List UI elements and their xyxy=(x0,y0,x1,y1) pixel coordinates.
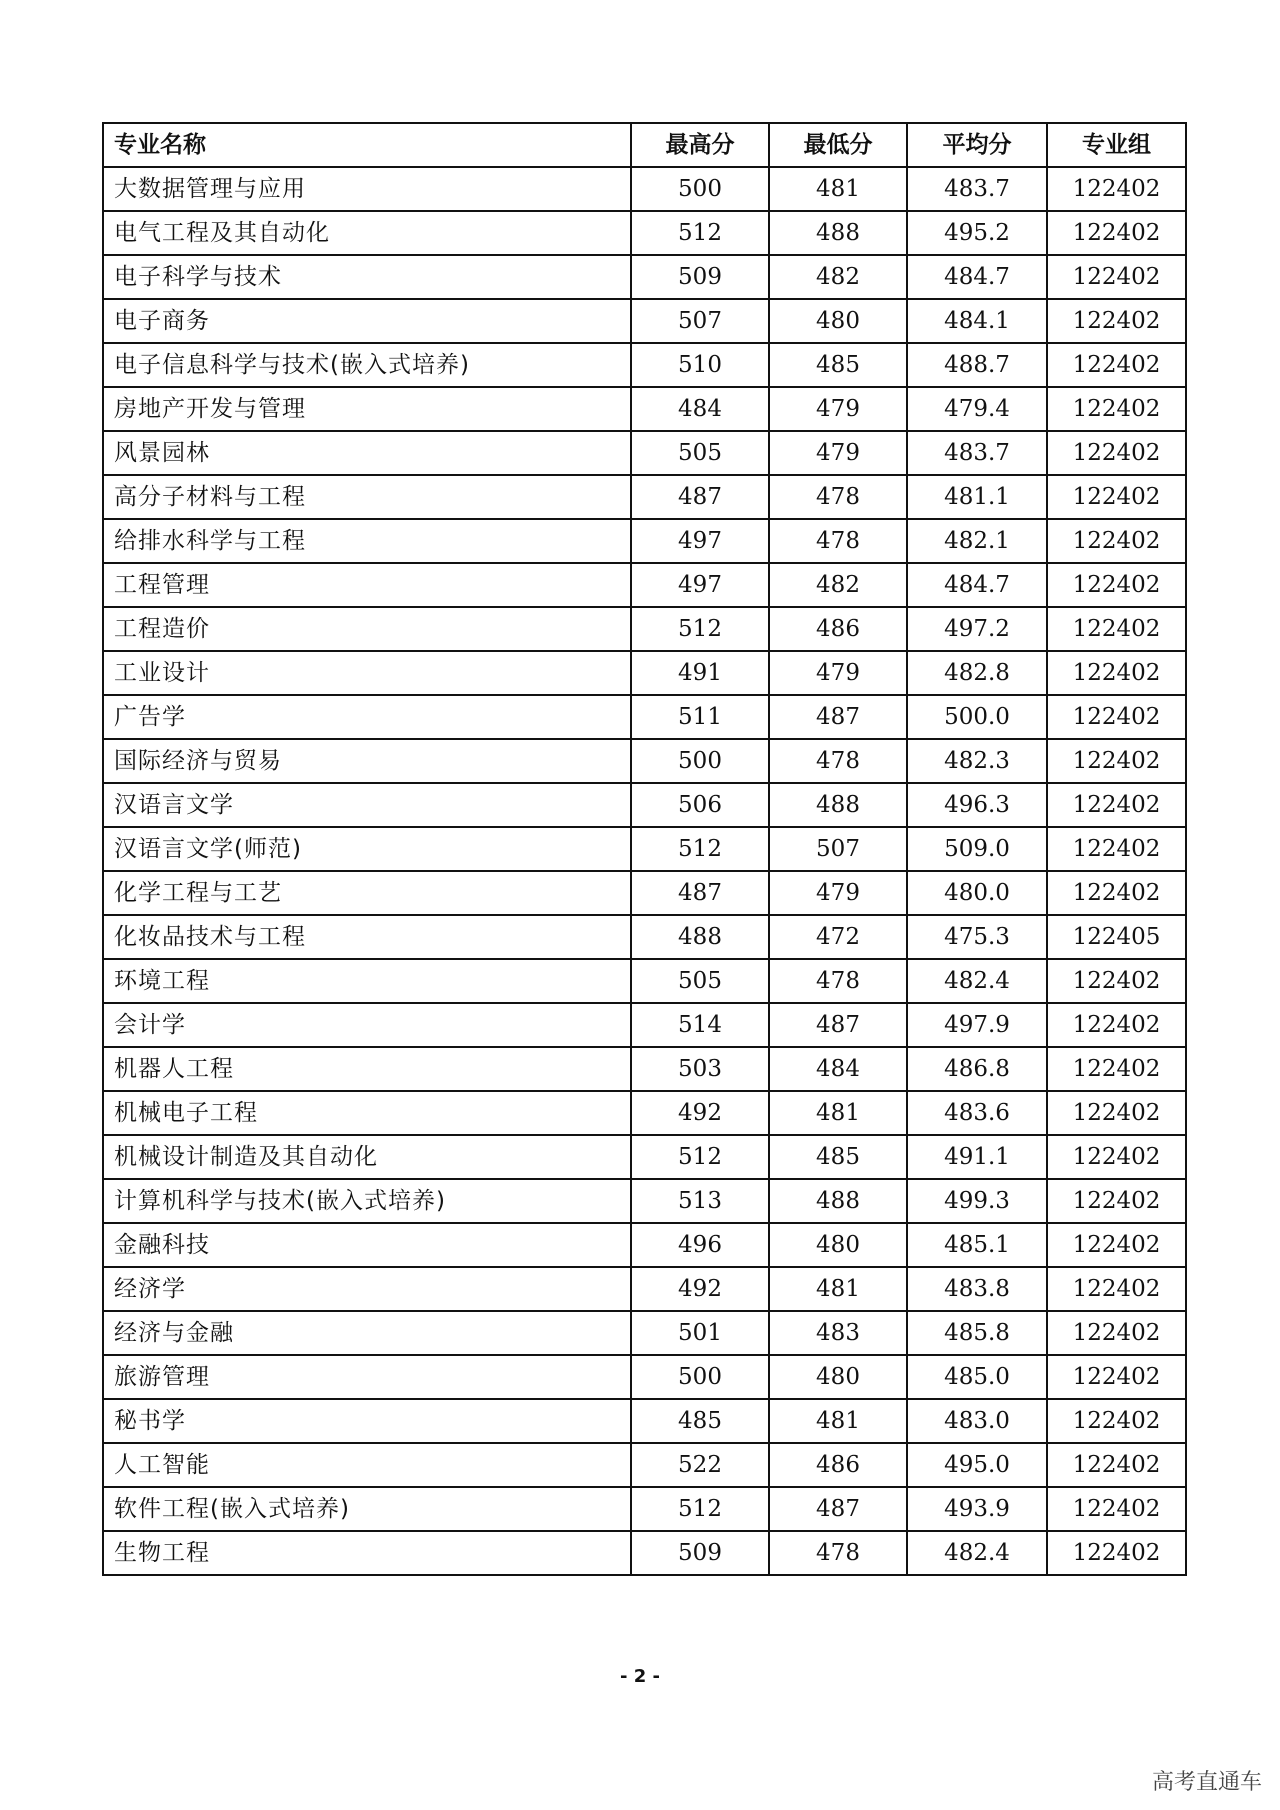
table-row xyxy=(103,827,1186,871)
header-major-name: 专业名称 xyxy=(103,123,631,167)
table-row xyxy=(103,1399,1186,1443)
cell-avg-score: 482.3 xyxy=(907,739,1047,783)
cell-max-score: 488 xyxy=(631,915,769,959)
cell-min-score: 487 xyxy=(769,695,907,739)
cell-min-score: 488 xyxy=(769,211,907,255)
cell-avg-score: 482.1 xyxy=(907,519,1047,563)
cell-major-group: 122402 xyxy=(1047,1179,1186,1223)
cell-avg-score: 497.9 xyxy=(907,1003,1047,1047)
cell-major-name: 旅游管理 xyxy=(103,1355,631,1399)
watermark-text: 高考直通车 xyxy=(1151,1770,1262,1795)
cell-major-group: 122402 xyxy=(1047,299,1186,343)
table-row xyxy=(103,211,1186,255)
cell-max-score: 509 xyxy=(631,1531,769,1575)
table-row xyxy=(103,1047,1186,1091)
table-row xyxy=(103,343,1186,387)
cell-major-group: 122402 xyxy=(1047,695,1186,739)
cell-major-group: 122402 xyxy=(1047,255,1186,299)
cell-max-score: 485 xyxy=(631,1399,769,1443)
cell-avg-score: 475.3 xyxy=(907,915,1047,959)
cell-avg-score: 495.0 xyxy=(907,1443,1047,1487)
cell-min-score: 486 xyxy=(769,1443,907,1487)
cell-avg-score: 483.7 xyxy=(907,167,1047,211)
table-row xyxy=(103,783,1186,827)
cell-min-score: 487 xyxy=(769,1003,907,1047)
score-table xyxy=(102,122,1187,1576)
cell-max-score: 491 xyxy=(631,651,769,695)
table-row xyxy=(103,255,1186,299)
table-row xyxy=(103,1179,1186,1223)
cell-major-name: 给排水科学与工程 xyxy=(103,519,631,563)
cell-major-group: 122402 xyxy=(1047,651,1186,695)
cell-min-score: 478 xyxy=(769,475,907,519)
cell-major-group: 122405 xyxy=(1047,915,1186,959)
cell-major-name: 汉语言文学(师范) xyxy=(103,827,631,871)
cell-min-score: 488 xyxy=(769,1179,907,1223)
cell-major-name: 房地产开发与管理 xyxy=(103,387,631,431)
cell-major-group: 122402 xyxy=(1047,211,1186,255)
cell-major-name: 会计学 xyxy=(103,1003,631,1047)
table-header-row xyxy=(103,123,1186,167)
cell-max-score: 522 xyxy=(631,1443,769,1487)
header-major-group: 专业组 xyxy=(1047,123,1186,167)
cell-major-name: 生物工程 xyxy=(103,1531,631,1575)
cell-min-score: 487 xyxy=(769,1487,907,1531)
cell-major-name: 化妆品技术与工程 xyxy=(103,915,631,959)
cell-min-score: 478 xyxy=(769,1531,907,1575)
cell-min-score: 485 xyxy=(769,1135,907,1179)
cell-min-score: 480 xyxy=(769,1223,907,1267)
cell-major-name: 电气工程及其自动化 xyxy=(103,211,631,255)
cell-avg-score: 499.3 xyxy=(907,1179,1047,1223)
cell-major-name: 环境工程 xyxy=(103,959,631,1003)
table-row xyxy=(103,519,1186,563)
cell-avg-score: 496.3 xyxy=(907,783,1047,827)
cell-major-group: 122402 xyxy=(1047,563,1186,607)
cell-avg-score: 485.1 xyxy=(907,1223,1047,1267)
cell-major-group: 122402 xyxy=(1047,827,1186,871)
cell-major-group: 122402 xyxy=(1047,1399,1186,1443)
cell-major-name: 工业设计 xyxy=(103,651,631,695)
cell-min-score: 479 xyxy=(769,871,907,915)
cell-avg-score: 509.0 xyxy=(907,827,1047,871)
table-row xyxy=(103,607,1186,651)
table-row xyxy=(103,1487,1186,1531)
cell-avg-score: 479.4 xyxy=(907,387,1047,431)
cell-max-score: 496 xyxy=(631,1223,769,1267)
cell-avg-score: 497.2 xyxy=(907,607,1047,651)
cell-avg-score: 488.7 xyxy=(907,343,1047,387)
cell-min-score: 484 xyxy=(769,1047,907,1091)
cell-min-score: 478 xyxy=(769,739,907,783)
cell-avg-score: 483.0 xyxy=(907,1399,1047,1443)
cell-max-score: 510 xyxy=(631,343,769,387)
cell-major-group: 122402 xyxy=(1047,1003,1186,1047)
cell-major-group: 122402 xyxy=(1047,1531,1186,1575)
cell-major-name: 计算机科学与技术(嵌入式培养) xyxy=(103,1179,631,1223)
cell-major-group: 122402 xyxy=(1047,431,1186,475)
cell-major-name: 广告学 xyxy=(103,695,631,739)
cell-min-score: 481 xyxy=(769,1091,907,1135)
cell-max-score: 512 xyxy=(631,1135,769,1179)
cell-max-score: 513 xyxy=(631,1179,769,1223)
table-row xyxy=(103,1531,1186,1575)
cell-avg-score: 500.0 xyxy=(907,695,1047,739)
cell-major-group: 122402 xyxy=(1047,475,1186,519)
cell-avg-score: 483.8 xyxy=(907,1267,1047,1311)
cell-major-group: 122402 xyxy=(1047,1091,1186,1135)
cell-max-score: 487 xyxy=(631,475,769,519)
table-row xyxy=(103,1355,1186,1399)
cell-max-score: 505 xyxy=(631,431,769,475)
table-row xyxy=(103,1091,1186,1135)
cell-min-score: 482 xyxy=(769,563,907,607)
cell-avg-score: 495.2 xyxy=(907,211,1047,255)
cell-min-score: 486 xyxy=(769,607,907,651)
cell-max-score: 503 xyxy=(631,1047,769,1091)
cell-max-score: 507 xyxy=(631,299,769,343)
cell-major-group: 122402 xyxy=(1047,1223,1186,1267)
table-row xyxy=(103,1003,1186,1047)
cell-major-name: 国际经济与贸易 xyxy=(103,739,631,783)
cell-major-group: 122402 xyxy=(1047,1355,1186,1399)
cell-major-group: 122402 xyxy=(1047,607,1186,651)
table-row xyxy=(103,651,1186,695)
cell-avg-score: 483.6 xyxy=(907,1091,1047,1135)
cell-major-group: 122402 xyxy=(1047,387,1186,431)
cell-max-score: 500 xyxy=(631,1355,769,1399)
cell-max-score: 484 xyxy=(631,387,769,431)
cell-min-score: 507 xyxy=(769,827,907,871)
cell-max-score: 512 xyxy=(631,1487,769,1531)
cell-major-name: 机械设计制造及其自动化 xyxy=(103,1135,631,1179)
page-number: - 2 - xyxy=(620,1666,660,1687)
cell-avg-score: 484.7 xyxy=(907,255,1047,299)
cell-major-group: 122402 xyxy=(1047,871,1186,915)
cell-major-name: 化学工程与工艺 xyxy=(103,871,631,915)
table-row xyxy=(103,299,1186,343)
cell-major-name: 高分子材料与工程 xyxy=(103,475,631,519)
table-row xyxy=(103,563,1186,607)
cell-max-score: 506 xyxy=(631,783,769,827)
table-row xyxy=(103,915,1186,959)
table-row xyxy=(103,1223,1186,1267)
cell-max-score: 501 xyxy=(631,1311,769,1355)
cell-max-score: 500 xyxy=(631,739,769,783)
cell-max-score: 512 xyxy=(631,607,769,651)
cell-max-score: 487 xyxy=(631,871,769,915)
table-row xyxy=(103,167,1186,211)
table-row xyxy=(103,1267,1186,1311)
cell-avg-score: 485.0 xyxy=(907,1355,1047,1399)
cell-major-group: 122402 xyxy=(1047,167,1186,211)
cell-major-name: 秘书学 xyxy=(103,1399,631,1443)
cell-major-group: 122402 xyxy=(1047,1311,1186,1355)
cell-min-score: 479 xyxy=(769,431,907,475)
cell-major-group: 122402 xyxy=(1047,1135,1186,1179)
cell-max-score: 505 xyxy=(631,959,769,1003)
table-row xyxy=(103,1443,1186,1487)
table-row xyxy=(103,475,1186,519)
cell-major-name: 经济学 xyxy=(103,1267,631,1311)
cell-major-group: 122402 xyxy=(1047,739,1186,783)
cell-major-name: 工程管理 xyxy=(103,563,631,607)
cell-min-score: 481 xyxy=(769,1267,907,1311)
cell-major-group: 122402 xyxy=(1047,1487,1186,1531)
cell-avg-score: 480.0 xyxy=(907,871,1047,915)
cell-major-name: 电子商务 xyxy=(103,299,631,343)
table-row xyxy=(103,739,1186,783)
cell-avg-score: 481.1 xyxy=(907,475,1047,519)
cell-avg-score: 491.1 xyxy=(907,1135,1047,1179)
cell-avg-score: 485.8 xyxy=(907,1311,1047,1355)
cell-major-name: 电子科学与技术 xyxy=(103,255,631,299)
table-body xyxy=(103,167,1186,1575)
cell-max-score: 497 xyxy=(631,563,769,607)
cell-min-score: 481 xyxy=(769,1399,907,1443)
cell-major-group: 122402 xyxy=(1047,959,1186,1003)
table-row xyxy=(103,695,1186,739)
cell-avg-score: 484.1 xyxy=(907,299,1047,343)
cell-min-score: 482 xyxy=(769,255,907,299)
table-row xyxy=(103,1311,1186,1355)
header-min-score: 最低分 xyxy=(769,123,907,167)
cell-major-name: 工程造价 xyxy=(103,607,631,651)
table-row xyxy=(103,387,1186,431)
cell-avg-score: 484.7 xyxy=(907,563,1047,607)
cell-min-score: 472 xyxy=(769,915,907,959)
cell-major-group: 122402 xyxy=(1047,783,1186,827)
cell-major-name: 大数据管理与应用 xyxy=(103,167,631,211)
cell-max-score: 512 xyxy=(631,211,769,255)
table-row xyxy=(103,431,1186,475)
cell-min-score: 485 xyxy=(769,343,907,387)
cell-min-score: 480 xyxy=(769,299,907,343)
cell-min-score: 479 xyxy=(769,651,907,695)
cell-max-score: 511 xyxy=(631,695,769,739)
header-avg-score: 平均分 xyxy=(907,123,1047,167)
cell-major-name: 电子信息科学与技术(嵌入式培养) xyxy=(103,343,631,387)
cell-max-score: 492 xyxy=(631,1267,769,1311)
cell-major-name: 人工智能 xyxy=(103,1443,631,1487)
cell-avg-score: 483.7 xyxy=(907,431,1047,475)
table-row xyxy=(103,871,1186,915)
cell-avg-score: 482.4 xyxy=(907,1531,1047,1575)
cell-min-score: 480 xyxy=(769,1355,907,1399)
cell-max-score: 514 xyxy=(631,1003,769,1047)
cell-min-score: 478 xyxy=(769,519,907,563)
cell-major-name: 汉语言文学 xyxy=(103,783,631,827)
cell-avg-score: 482.4 xyxy=(907,959,1047,1003)
cell-max-score: 509 xyxy=(631,255,769,299)
cell-major-name: 机器人工程 xyxy=(103,1047,631,1091)
cell-min-score: 478 xyxy=(769,959,907,1003)
cell-max-score: 492 xyxy=(631,1091,769,1135)
header-max-score: 最高分 xyxy=(631,123,769,167)
cell-avg-score: 493.9 xyxy=(907,1487,1047,1531)
cell-avg-score: 486.8 xyxy=(907,1047,1047,1091)
cell-major-group: 122402 xyxy=(1047,1267,1186,1311)
cell-major-group: 122402 xyxy=(1047,343,1186,387)
cell-major-name: 软件工程(嵌入式培养) xyxy=(103,1487,631,1531)
cell-max-score: 512 xyxy=(631,827,769,871)
cell-avg-score: 482.8 xyxy=(907,651,1047,695)
cell-major-name: 机械电子工程 xyxy=(103,1091,631,1135)
table-row xyxy=(103,959,1186,1003)
cell-max-score: 500 xyxy=(631,167,769,211)
cell-major-name: 风景园林 xyxy=(103,431,631,475)
table-row xyxy=(103,1135,1186,1179)
cell-major-group: 122402 xyxy=(1047,1047,1186,1091)
cell-major-name: 金融科技 xyxy=(103,1223,631,1267)
cell-major-group: 122402 xyxy=(1047,519,1186,563)
cell-min-score: 479 xyxy=(769,387,907,431)
cell-major-name: 经济与金融 xyxy=(103,1311,631,1355)
cell-max-score: 497 xyxy=(631,519,769,563)
cell-major-group: 122402 xyxy=(1047,1443,1186,1487)
cell-min-score: 481 xyxy=(769,167,907,211)
cell-min-score: 483 xyxy=(769,1311,907,1355)
cell-min-score: 488 xyxy=(769,783,907,827)
